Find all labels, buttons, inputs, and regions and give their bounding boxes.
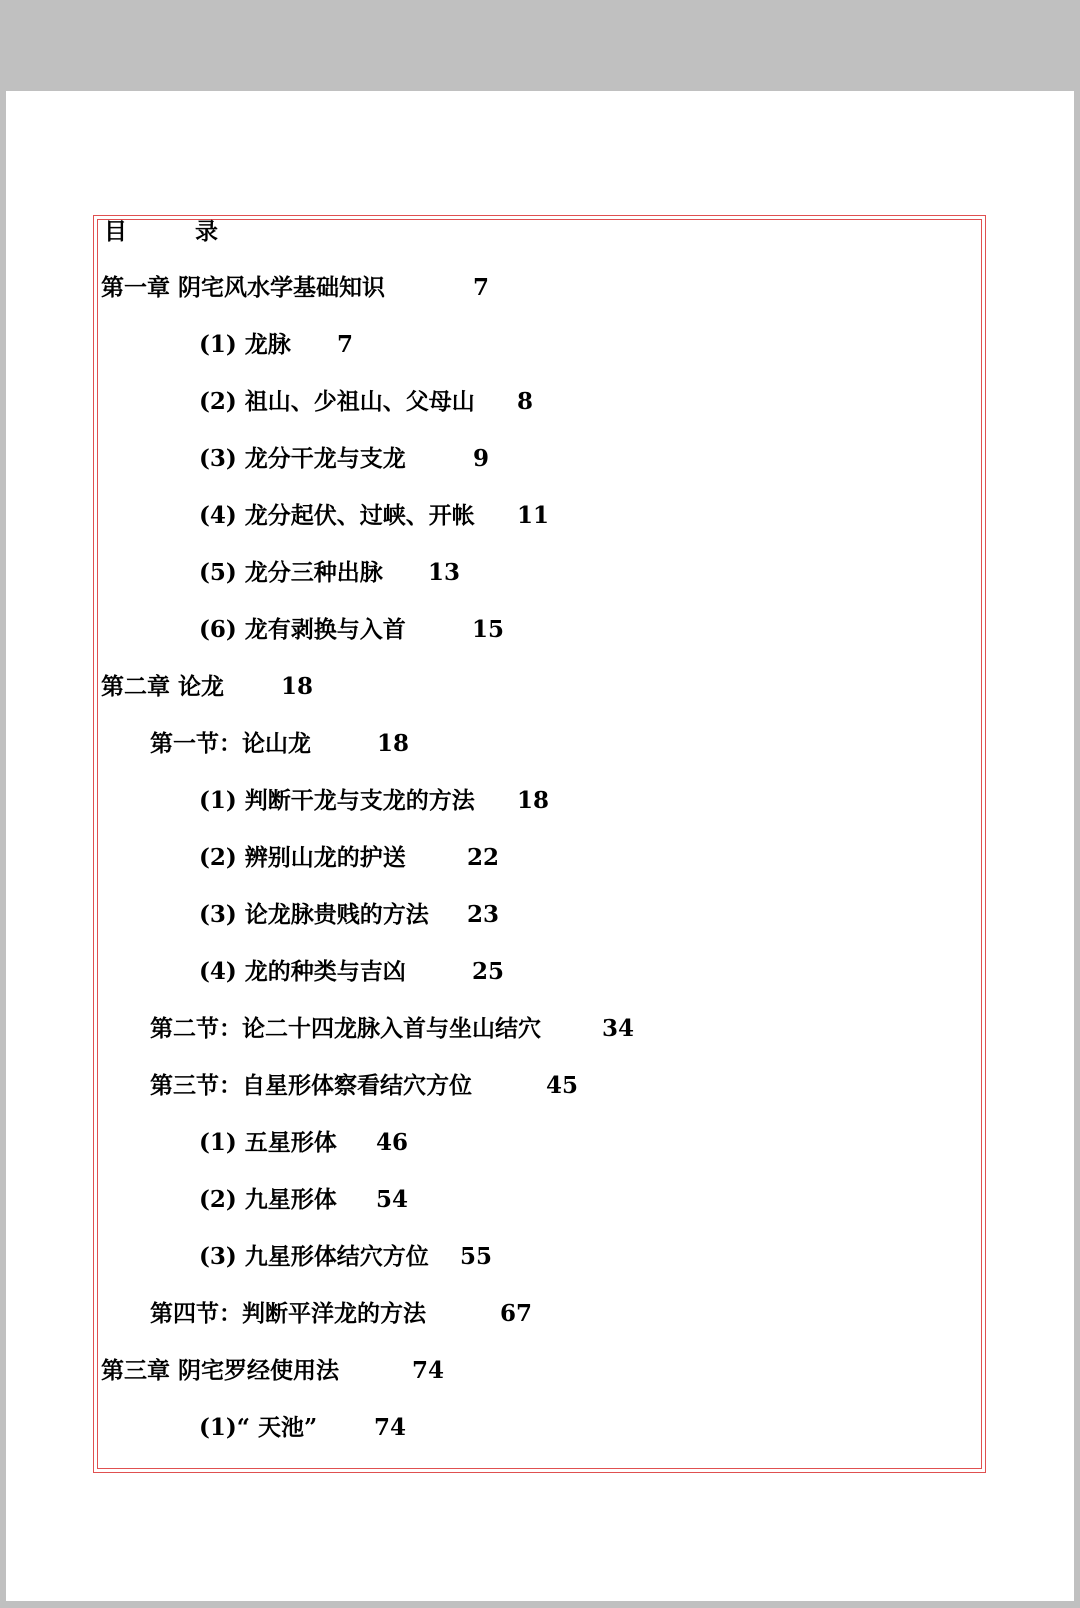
toc-entry-text: (1) 龙脉 bbox=[199, 331, 291, 358]
toc-entry-chapter[interactable] bbox=[101, 1356, 445, 1386]
toc-entry-text: (6) 龙有剥换与入首 bbox=[199, 616, 406, 643]
toc-entry-text: 第四节：判断平洋龙的方法 bbox=[150, 1300, 426, 1327]
toc-entry-section[interactable] bbox=[150, 1071, 579, 1101]
toc-entry-text: 第二章 论龙 bbox=[101, 673, 225, 700]
toc-entry-item[interactable] bbox=[199, 444, 490, 474]
toc-entry-page: 54 bbox=[376, 1186, 409, 1213]
document-page bbox=[6, 91, 1074, 1601]
toc-entry-page: 18 bbox=[517, 787, 550, 814]
toc-entry-item[interactable] bbox=[199, 786, 550, 816]
toc-entry-item[interactable] bbox=[199, 843, 500, 873]
toc-entry-page: 18 bbox=[281, 673, 314, 700]
toc-entry-page: 55 bbox=[460, 1243, 493, 1270]
toc-entry-page: 7 bbox=[337, 331, 354, 358]
toc-entry-text: 第三节：自星形体察看结穴方位 bbox=[150, 1072, 472, 1099]
toc-entry-chapter[interactable] bbox=[101, 273, 490, 303]
toc-entry-chapter[interactable] bbox=[101, 672, 314, 702]
toc-entry-page: 18 bbox=[377, 730, 410, 757]
toc-entry-item[interactable] bbox=[199, 1413, 407, 1443]
toc-entry-item[interactable] bbox=[199, 1128, 409, 1158]
toc-entry-page: 11 bbox=[517, 502, 550, 529]
toc-entry-text: (1) 五星形体 bbox=[199, 1129, 337, 1156]
toc-entry-text: (3) 论龙脉贵贱的方法 bbox=[199, 901, 429, 928]
toc-entry-text: (4) 龙分起伏、过峡、开帐 bbox=[199, 502, 475, 529]
toc-entry-item[interactable] bbox=[199, 615, 505, 645]
toc-entry-item[interactable] bbox=[199, 1185, 409, 1215]
toc-entry-text: (2) 辨别山龙的护送 bbox=[199, 844, 406, 871]
toc-entry-text: (3) 龙分干龙与支龙 bbox=[199, 445, 406, 472]
toc-entry-page: 23 bbox=[467, 901, 500, 928]
toc-entry-page: 15 bbox=[472, 616, 505, 643]
toc-entry-text: (1) 判断干龙与支龙的方法 bbox=[199, 787, 475, 814]
toc-entry-text: 第二节：论二十四龙脉入首与坐山结穴 bbox=[150, 1015, 541, 1042]
toc-entry-page: 9 bbox=[473, 445, 490, 472]
toc-entry-text: (1)“ 天池” bbox=[199, 1414, 318, 1441]
toc-entry-page: 74 bbox=[412, 1357, 445, 1384]
toc-entry-page: 45 bbox=[546, 1072, 579, 1099]
toc-entry-text: (4) 龙的种类与吉凶 bbox=[199, 958, 406, 985]
toc-entry-item[interactable] bbox=[199, 558, 461, 588]
toc-entry-page: 74 bbox=[374, 1414, 407, 1441]
toc-entry-section[interactable] bbox=[150, 1014, 635, 1044]
toc-entry-text: (5) 龙分三种出脉 bbox=[199, 559, 383, 586]
toc-entry-page: 34 bbox=[602, 1015, 635, 1042]
toc-entry-section[interactable] bbox=[150, 729, 410, 759]
toc-entry-page: 67 bbox=[500, 1300, 533, 1327]
toc-entry-page: 46 bbox=[376, 1129, 409, 1156]
toc-entry-text: (3) 九星形体结穴方位 bbox=[199, 1243, 429, 1270]
toc-entry-item[interactable] bbox=[199, 900, 500, 930]
toc-entry-text: 第一节：论山龙 bbox=[150, 730, 311, 757]
toc-entry-item[interactable] bbox=[199, 330, 354, 360]
toc-entry-item[interactable] bbox=[199, 387, 534, 417]
toc-entry-section[interactable] bbox=[150, 1299, 533, 1329]
toc-entry-item[interactable] bbox=[199, 1242, 493, 1272]
toc-entry-page: 13 bbox=[428, 559, 461, 586]
toc-entry-text: 第一章 阴宅风水学基础知识 bbox=[101, 274, 386, 301]
toc-entry-page: 8 bbox=[517, 388, 534, 415]
toc-entry-text: (2) 祖山、少祖山、父母山 bbox=[199, 388, 475, 415]
toc-entry-item[interactable] bbox=[199, 957, 505, 987]
toc-title: 目 录 bbox=[104, 218, 249, 245]
toc-entry-page: 7 bbox=[473, 274, 490, 301]
toc-entry-text: 第三章 阴宅罗经使用法 bbox=[101, 1357, 340, 1384]
toc-entry-item[interactable] bbox=[199, 501, 550, 531]
toc-entry-page: 25 bbox=[472, 958, 505, 985]
toc-entry-page: 22 bbox=[467, 844, 500, 871]
toc-entry-text: (2) 九星形体 bbox=[199, 1186, 337, 1213]
